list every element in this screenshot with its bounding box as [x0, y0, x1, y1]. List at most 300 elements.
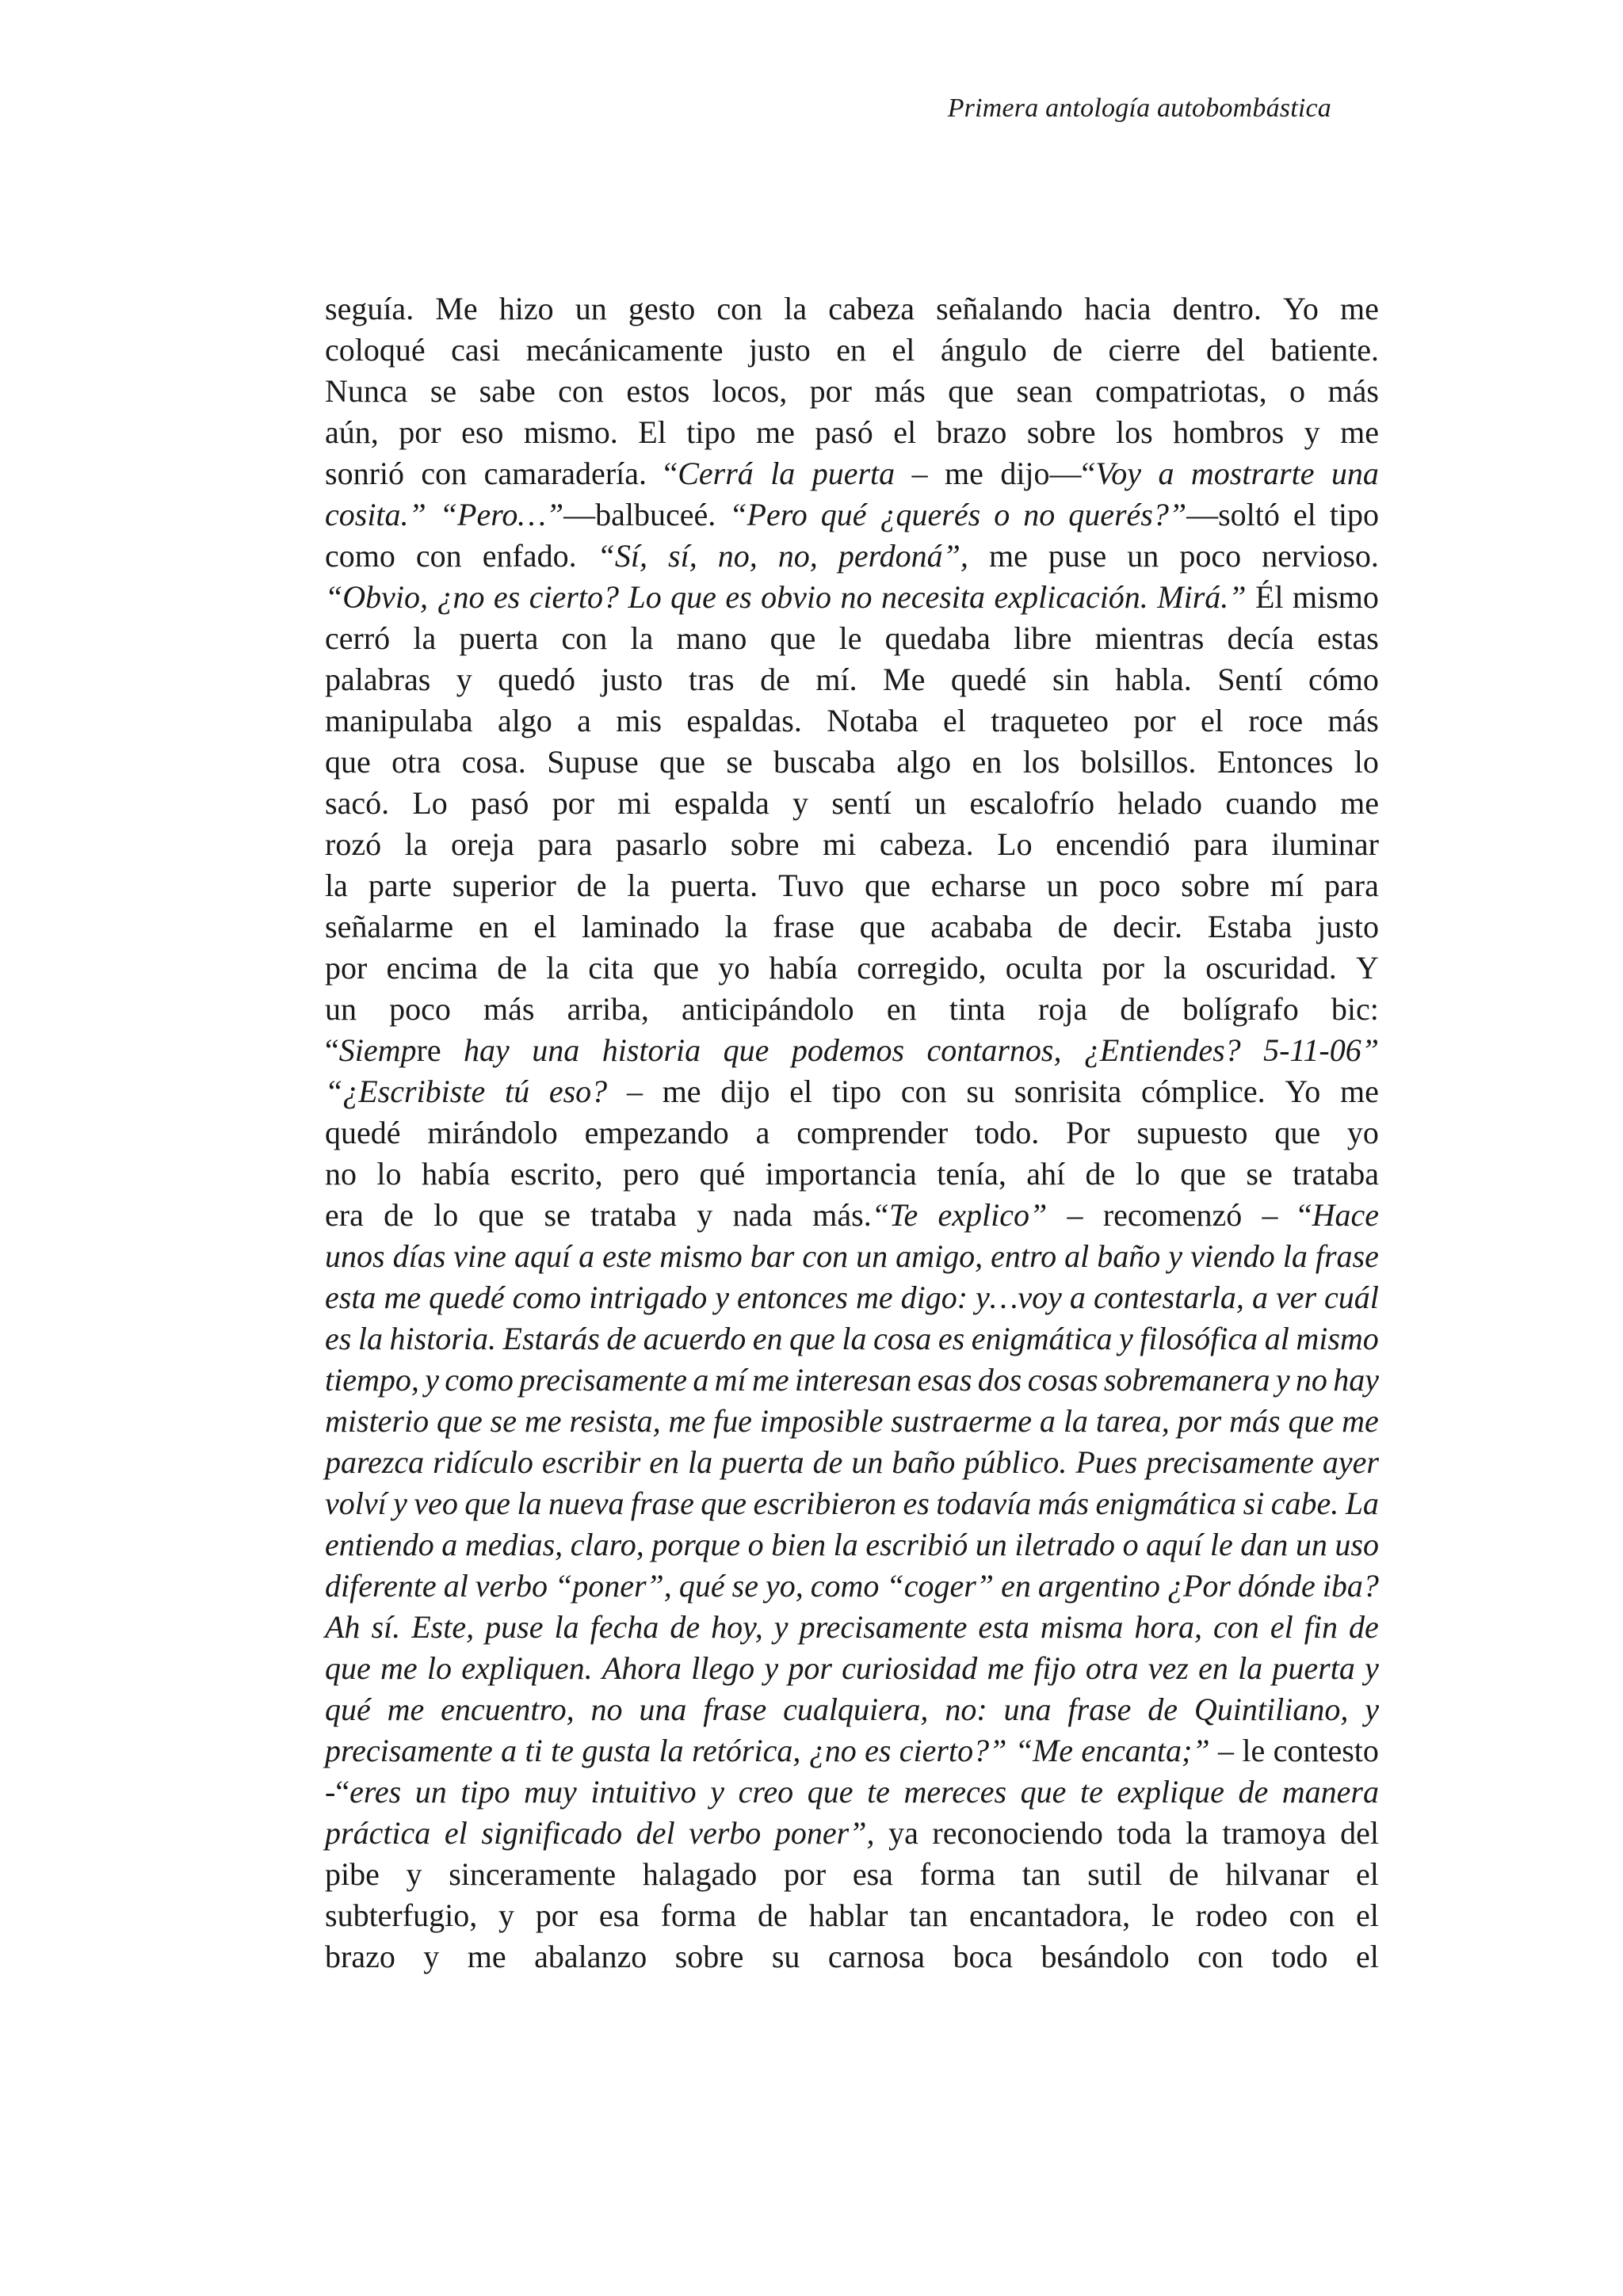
text-line	[325, 1360, 1379, 1401]
word: y	[1275, 1362, 1290, 1398]
word: vine	[453, 1238, 506, 1274]
word: o	[1289, 373, 1306, 409]
word: no	[840, 579, 873, 615]
word: mi	[823, 826, 857, 862]
word: halagado	[642, 1856, 758, 1892]
word: obvio	[761, 579, 832, 615]
word: la	[1163, 950, 1187, 986]
word: días	[392, 1238, 446, 1274]
word: casi	[451, 332, 501, 368]
word: se	[731, 1568, 758, 1604]
word: cuando	[1225, 785, 1317, 821]
word: un	[414, 1774, 447, 1810]
word: me	[524, 1403, 562, 1439]
word: justo	[601, 662, 663, 697]
word: uso	[1335, 1527, 1379, 1562]
word: un	[975, 1527, 1007, 1562]
word: lo	[1354, 744, 1379, 780]
word: rodeo	[1195, 1897, 1268, 1933]
word: puse	[1048, 538, 1107, 574]
word: el	[1270, 1609, 1293, 1645]
text-line	[325, 371, 1379, 412]
text-line	[325, 1071, 1379, 1112]
word: de	[1085, 1156, 1116, 1192]
word: la	[517, 1486, 542, 1521]
word: cierto?	[529, 579, 619, 615]
word: baño	[892, 1444, 956, 1480]
word: la	[630, 620, 654, 656]
word: fijo	[1033, 1650, 1076, 1686]
word: quedé	[950, 662, 1027, 697]
word: hizo	[498, 291, 554, 326]
word: me	[751, 1362, 789, 1398]
word: no:	[945, 1691, 987, 1727]
word: con	[561, 620, 608, 656]
word: tenía,	[937, 1156, 1006, 1192]
word: todavía	[936, 1486, 1032, 1521]
word: un	[575, 291, 607, 326]
text-line	[325, 906, 1379, 948]
word: vez	[1148, 1650, 1189, 1686]
word: -“eres	[325, 1774, 402, 1810]
word: explicación.	[994, 579, 1148, 615]
word: público.	[964, 1444, 1067, 1480]
word: no	[1295, 1362, 1327, 1398]
word: ahí	[1026, 1156, 1066, 1192]
word: la	[833, 1527, 858, 1562]
word: verbo	[689, 1815, 762, 1851]
word: encima	[386, 950, 479, 986]
word: bolsillos.	[1080, 744, 1197, 780]
word: me	[1339, 291, 1379, 326]
word: mostrarte	[1190, 456, 1315, 491]
word: Este,	[411, 1609, 475, 1645]
word: el	[1356, 1897, 1379, 1933]
word: la	[784, 291, 808, 326]
text-line	[325, 1607, 1379, 1648]
word: esa	[852, 1856, 893, 1892]
word: aquí	[514, 1238, 571, 1274]
word: le	[838, 620, 862, 656]
word: cosita.”	[325, 497, 426, 532]
word: que	[437, 1403, 483, 1439]
word: te	[867, 1774, 890, 1810]
word: sacó.	[325, 785, 390, 821]
word: que	[659, 744, 705, 780]
word: sobre	[1026, 414, 1096, 450]
word: cabe.	[1270, 1486, 1339, 1521]
word: cosa	[873, 1321, 932, 1356]
word: por	[1102, 950, 1144, 986]
word: Lo	[628, 579, 662, 615]
word: corregido,	[857, 950, 987, 986]
word: quedaba	[884, 620, 991, 656]
word: a	[579, 1238, 595, 1274]
word: imposible	[759, 1403, 884, 1439]
word: hora,	[1134, 1609, 1202, 1645]
word: un	[1295, 1527, 1327, 1562]
word: y	[1118, 1321, 1133, 1356]
word: la	[1063, 1403, 1088, 1439]
word: para	[537, 826, 593, 862]
text-line	[325, 1566, 1379, 1607]
word: parezca	[325, 1444, 425, 1480]
word: sí.	[371, 1609, 401, 1645]
word: había	[421, 1156, 491, 1192]
word: o	[1122, 1527, 1139, 1562]
word: el	[893, 414, 917, 450]
word: y	[406, 1856, 422, 1892]
word: los	[1022, 744, 1060, 780]
word: me	[855, 1280, 893, 1315]
word: diferente	[325, 1568, 437, 1604]
word: más	[483, 991, 535, 1027]
word: la	[1238, 1650, 1263, 1686]
word: es	[725, 579, 752, 615]
text-line	[325, 536, 1379, 577]
word: dónde	[1237, 1568, 1316, 1604]
word: resista,	[569, 1403, 661, 1439]
word: historia	[601, 1032, 701, 1068]
word: argentino	[1037, 1568, 1160, 1604]
word: en	[836, 332, 867, 368]
word: Tuvo	[778, 868, 845, 903]
word: con	[415, 538, 462, 574]
word: justo	[749, 332, 811, 368]
word: Estarás	[502, 1321, 600, 1356]
word: con	[1213, 1609, 1259, 1645]
word: un	[851, 1444, 884, 1480]
word: sean	[1016, 373, 1073, 409]
text-line	[325, 1936, 1379, 1978]
word: digo:	[900, 1280, 968, 1315]
word: entonces	[737, 1280, 848, 1315]
text-line	[325, 1154, 1379, 1195]
word: al	[443, 1568, 468, 1604]
word: y	[715, 1280, 729, 1315]
word: curiosidad	[842, 1650, 978, 1686]
word: echarse	[930, 868, 1026, 903]
text-line	[325, 865, 1379, 906]
word: necesita	[880, 579, 985, 615]
text-line	[325, 824, 1379, 865]
word: te	[1079, 1774, 1103, 1810]
word: querés?”—soltó	[1068, 497, 1280, 532]
word: locos,	[712, 373, 788, 409]
word: que	[1288, 1403, 1335, 1439]
word: y	[764, 1650, 779, 1686]
word: tarea,	[1095, 1403, 1170, 1439]
word: escribieron	[753, 1486, 897, 1521]
word: manipulaba	[325, 703, 473, 738]
word: a	[501, 1733, 517, 1768]
word: acuerdo	[643, 1321, 747, 1356]
word: todo.	[975, 1115, 1040, 1150]
word: dentro.	[1172, 291, 1262, 326]
word: precisamente	[325, 1733, 493, 1768]
word: llego	[691, 1650, 755, 1686]
word: pero	[623, 1156, 680, 1192]
word: que	[464, 1486, 510, 1521]
word: significado	[481, 1815, 623, 1851]
word: en	[972, 744, 1002, 780]
word: el	[444, 1815, 468, 1851]
word: ángulo	[940, 332, 1027, 368]
word: tiempo,	[325, 1362, 419, 1398]
word: de	[1120, 991, 1150, 1027]
word: La	[1345, 1486, 1379, 1521]
word: Lo	[412, 785, 448, 821]
word: mismo	[1296, 1321, 1379, 1356]
word: cómplice.	[1141, 1074, 1266, 1109]
word: cuál	[1324, 1280, 1379, 1315]
word: mí.	[815, 662, 857, 697]
word: que	[701, 1486, 747, 1521]
word: tan	[909, 1897, 949, 1933]
word: bic:	[1331, 991, 1379, 1027]
word: otra	[1085, 1650, 1139, 1686]
text-line	[325, 577, 1379, 618]
word: práctica	[325, 1815, 431, 1851]
word: la	[357, 1321, 383, 1356]
word: –	[1067, 1197, 1083, 1233]
word: o	[994, 497, 1010, 532]
word: me	[1340, 414, 1379, 450]
word: Me	[883, 662, 926, 697]
word: oculta	[1005, 950, 1083, 986]
word: el	[1355, 1939, 1379, 1974]
word: el	[1356, 1856, 1379, 1892]
word: “Pero…”—balbuceé.	[439, 497, 716, 532]
word: Y	[1355, 950, 1379, 986]
word: de	[384, 1197, 414, 1233]
word: mismo	[1292, 579, 1379, 615]
word: Nunca	[325, 373, 408, 409]
word: compatriotas,	[1095, 373, 1267, 409]
word: poner”,	[774, 1815, 875, 1851]
word: los	[1115, 414, 1153, 450]
word: El	[638, 414, 666, 450]
word: la	[1185, 1815, 1209, 1851]
text-line	[325, 618, 1379, 659]
word: la	[659, 1733, 684, 1768]
word: la	[404, 826, 428, 862]
word: se	[490, 1403, 517, 1439]
word: claro,	[570, 1527, 644, 1562]
word: quedó	[498, 662, 576, 697]
word: el	[533, 909, 557, 944]
word: me	[756, 414, 795, 450]
word: lo	[426, 1650, 452, 1686]
word: de	[606, 1321, 637, 1356]
word: poco	[389, 991, 451, 1027]
word: pibe	[325, 1856, 380, 1892]
word: encanta;”	[1081, 1733, 1210, 1768]
word: te	[551, 1733, 575, 1768]
word: como	[810, 1568, 880, 1604]
word: entro	[991, 1238, 1057, 1274]
word: bien	[771, 1527, 827, 1562]
word: precisamente	[799, 1609, 968, 1645]
word: por	[788, 1650, 832, 1686]
word: que	[670, 579, 716, 615]
text-line	[325, 1277, 1379, 1318]
word: Ahora	[601, 1650, 682, 1686]
word: por	[552, 785, 595, 821]
word: misterio	[325, 1403, 430, 1439]
word: decir.	[1113, 909, 1183, 944]
word: una	[639, 1691, 687, 1727]
word: me	[387, 1691, 425, 1727]
word: que	[789, 1321, 835, 1356]
word: la	[325, 868, 348, 903]
word: escrito,	[510, 1156, 603, 1192]
text-line	[325, 989, 1379, 1030]
word: –	[626, 1074, 643, 1109]
word: el	[892, 332, 915, 368]
word: hay	[1333, 1362, 1379, 1398]
word: aún,	[325, 414, 379, 450]
word: qué	[325, 1691, 371, 1727]
word: ti	[525, 1733, 543, 1768]
word: de	[812, 1444, 843, 1480]
word: amigo,	[896, 1238, 983, 1274]
word: de	[576, 868, 607, 903]
word: el	[789, 1074, 813, 1109]
text-line	[325, 659, 1379, 700]
word: brazo	[325, 1939, 395, 1974]
word: es	[938, 1321, 965, 1356]
word: cierto?”	[899, 1733, 1007, 1768]
word: la	[770, 456, 796, 491]
word: coloqué	[325, 332, 426, 368]
word: esas	[917, 1362, 972, 1398]
text-line	[325, 1318, 1379, 1360]
word: en	[1001, 1568, 1031, 1604]
word: de	[1238, 1774, 1269, 1810]
word: y	[1168, 1238, 1183, 1274]
word: me	[945, 456, 983, 491]
word: iba?	[1322, 1568, 1379, 1604]
word: palabras	[325, 662, 431, 697]
word: besándolo	[1041, 1939, 1170, 1974]
word: este	[602, 1238, 652, 1274]
word: en	[752, 1321, 783, 1356]
text-line	[325, 288, 1379, 330]
word: Notaba	[827, 703, 918, 738]
word: brazo	[936, 414, 1007, 450]
word: qué	[699, 1156, 746, 1192]
word: intuitivo	[590, 1774, 697, 1810]
word: puerta	[721, 1444, 804, 1480]
word: supuesto	[1136, 1115, 1248, 1150]
word: por	[399, 414, 441, 450]
word: con	[1289, 1897, 1335, 1933]
word: un	[1127, 538, 1159, 574]
word: lo	[376, 1156, 402, 1192]
word: y	[1365, 1650, 1379, 1686]
word: hilvanar	[1225, 1856, 1330, 1892]
word: al	[1064, 1238, 1090, 1274]
word: eso?	[548, 1074, 608, 1109]
word: sinceramente	[449, 1856, 617, 1892]
word: con	[1197, 1939, 1243, 1974]
running-header: Primera antología autobombástica	[947, 93, 1331, 123]
word: más	[1229, 1403, 1281, 1439]
word: que	[325, 1650, 371, 1686]
word: fecha	[590, 1609, 659, 1645]
word: mano	[676, 620, 747, 656]
word: gesto	[628, 291, 696, 326]
word: lo	[1135, 1156, 1160, 1192]
word: un	[915, 785, 947, 821]
word: más	[1327, 373, 1379, 409]
word: de	[760, 662, 790, 697]
word: quedé	[429, 1280, 505, 1315]
word: por	[1133, 703, 1176, 738]
word: por	[783, 1856, 827, 1892]
word: se	[544, 1197, 571, 1233]
word: boca	[953, 1939, 1014, 1974]
word: y	[425, 1362, 439, 1398]
word: acababa	[930, 909, 1033, 944]
word: enfado.	[482, 538, 577, 574]
word: hablar	[808, 1897, 888, 1933]
word: recomenzó	[1102, 1197, 1243, 1233]
word: en	[478, 909, 509, 944]
word: y	[456, 662, 472, 697]
word: verbo	[475, 1568, 548, 1604]
word: esta	[325, 1280, 376, 1315]
word: le	[1151, 1897, 1174, 1933]
word: que	[1180, 1156, 1226, 1192]
text-line	[325, 1030, 1379, 1071]
word: Me	[435, 291, 478, 326]
word: buscaba	[773, 744, 876, 780]
word: a	[1039, 1403, 1056, 1439]
word: expliquen.	[461, 1650, 593, 1686]
word: encendió	[1056, 826, 1170, 862]
word: esta	[978, 1609, 1029, 1645]
word: y	[697, 1197, 713, 1233]
word: la	[724, 909, 748, 944]
word: qué	[820, 497, 867, 532]
word: hacia	[1084, 291, 1151, 326]
word: a	[441, 1527, 458, 1562]
word: mi	[617, 785, 651, 821]
word: cualquiera,	[783, 1691, 929, 1727]
word: Sentí	[1217, 662, 1283, 697]
text-line	[325, 700, 1379, 742]
word: de	[758, 1897, 788, 1933]
word: con	[716, 291, 763, 326]
word: Lo	[997, 826, 1033, 862]
word: frase	[1067, 1691, 1132, 1727]
word: su	[966, 1074, 995, 1109]
word: reconociendo	[932, 1815, 1103, 1851]
word: tramoya	[1222, 1815, 1327, 1851]
word: dijo—“Voy	[1000, 456, 1142, 491]
word: si	[1243, 1486, 1265, 1521]
word: tras	[688, 662, 735, 697]
text-line	[325, 1772, 1379, 1813]
word: que	[1274, 1115, 1321, 1150]
word: tú	[504, 1074, 530, 1109]
word: tipo	[831, 1074, 882, 1109]
word: que	[723, 1032, 769, 1068]
text-line	[325, 783, 1379, 824]
word: a	[693, 1362, 709, 1398]
